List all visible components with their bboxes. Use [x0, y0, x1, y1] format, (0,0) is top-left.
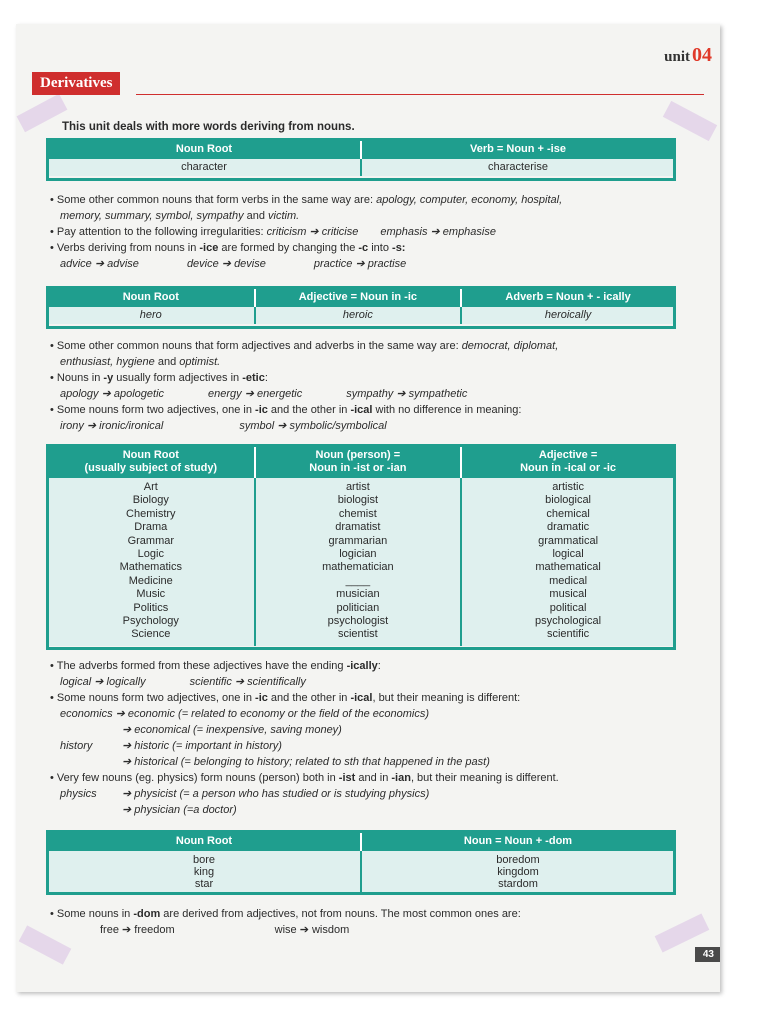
bullet-item: • The adverbs formed from these adjectives have the ending -ically:: [50, 658, 700, 674]
bullet-item: • Some nouns form two adjectives, one in -ic and the other in -ical with no difference in meaning:: [50, 402, 690, 418]
table-noun-dom: [48, 832, 674, 893]
example-line: ➔ historical (= belonging to history; related to sth that happened in the past): [122, 756, 490, 768]
table-cell: hero: [48, 307, 255, 324]
example-line: physics ➔ physicist (= a person who has studied or is studying physics): [60, 788, 430, 800]
notes-block-3: [50, 658, 700, 818]
page-number: 43: [695, 947, 720, 962]
textbook-page: [16, 24, 720, 992]
table-column: artistic biological chemical dramatic grammatical logical mathematical medical musical political psychological scientific: [461, 478, 674, 646]
bullet-item: • Some nouns form two adjectives, one in -ic and the other in -ical, but their meaning is different:: [50, 690, 700, 706]
bullet-item: • Verbs deriving from nouns in -ice are formed by changing the -c into -s:: [50, 240, 690, 256]
notes-block-1: [50, 192, 690, 272]
bullet-item: • Some other common nouns that form verbs in the same way are: apology, computer, economy, hospital,: [50, 192, 690, 208]
col-header: Noun Root: [48, 140, 361, 159]
table-adjective-ic: [48, 288, 674, 324]
notes-block-2: [50, 338, 690, 434]
col-header: Verb = Noun + -ise: [361, 140, 674, 159]
section-rule: [136, 94, 704, 95]
bullet-continuation: enthusiast, hygiene and optimist.: [60, 356, 221, 368]
example-line: irony ➔ ironic/ironical symbol ➔ symbolic/symbolical: [60, 420, 387, 432]
table-column: bore king star: [48, 851, 361, 893]
example-line: ➔ economical (= inexpensive, saving money): [122, 724, 342, 736]
bullet-item: • Very few nouns (eg. physics) form nouns (person) both in -ist and in -ian, but their meaning is different.: [50, 770, 700, 786]
table-subjects: [48, 446, 674, 646]
col-header: Adjective = Noun in -ical or -ic: [461, 446, 674, 478]
example-line: economics ➔ economic (= related to economy or the field of the economics): [60, 708, 430, 720]
bullet-item: • Nouns in -y usually form adjectives in -etic:: [50, 370, 690, 386]
section-title: Derivatives: [32, 72, 120, 95]
example-line: free ➔ freedom wise ➔ wisdom: [100, 924, 350, 936]
example-line: logical ➔ logically scientific ➔ scientifically: [60, 676, 306, 688]
example-line: advice ➔ advise device ➔ devise practice ➔ practise: [60, 258, 407, 270]
intro-text: This unit deals with more words deriving from nouns.: [62, 121, 355, 133]
unit-number: 04: [692, 44, 712, 66]
col-header: Noun Root: [48, 288, 255, 307]
example-line: apology ➔ apologetic energy ➔ energetic sympathy ➔ sympathetic: [60, 388, 468, 400]
col-header: Noun Root (usually subject of study): [48, 446, 255, 478]
notes-block-4: [50, 906, 700, 938]
table-cell: characterise: [361, 159, 674, 176]
table-column: boredom kingdom stardom: [361, 851, 674, 893]
example-line: ➔ physician (=a doctor): [122, 804, 237, 816]
bullet-item: • Some nouns in -dom are derived from adjectives, not from nouns. The most common ones are:: [50, 906, 700, 922]
tape-decoration: [663, 101, 717, 141]
col-header: Adjective = Noun in -ic: [255, 288, 462, 307]
bullet-item: • Pay attention to the following irregularities: criticism ➔ criticise emphasis ➔ emphasise: [50, 224, 690, 240]
table-cell: character: [48, 159, 361, 176]
col-header: Noun Root: [48, 832, 361, 851]
table-column: Art Biology Chemistry Drama Grammar Logic Mathematics Medicine Music Politics Psychology Science: [48, 478, 255, 646]
table-verb-ise: [48, 140, 674, 176]
unit-label: [664, 44, 712, 67]
table-cell: heroically: [461, 307, 674, 324]
bullet-continuation: memory, summary, symbol, sympathy and victim.: [60, 210, 300, 222]
unit-word: unit: [664, 49, 690, 65]
example-line: history ➔ historic (= important in history): [60, 740, 282, 752]
table-column: artist biologist chemist dramatist grammarian logician mathematician ____ musician politician psychologist scientist: [255, 478, 462, 646]
table-cell: heroic: [255, 307, 462, 324]
tape-decoration: [17, 94, 68, 132]
col-header: Noun = Noun + -dom: [361, 832, 674, 851]
col-header: Adverb = Noun + - ically: [461, 288, 674, 307]
bullet-item: • Some other common nouns that form adjectives and adverbs in the same way are: democrat, diplomat,: [50, 338, 690, 354]
col-header: Noun (person) = Noun in -ist or -ian: [255, 446, 462, 478]
